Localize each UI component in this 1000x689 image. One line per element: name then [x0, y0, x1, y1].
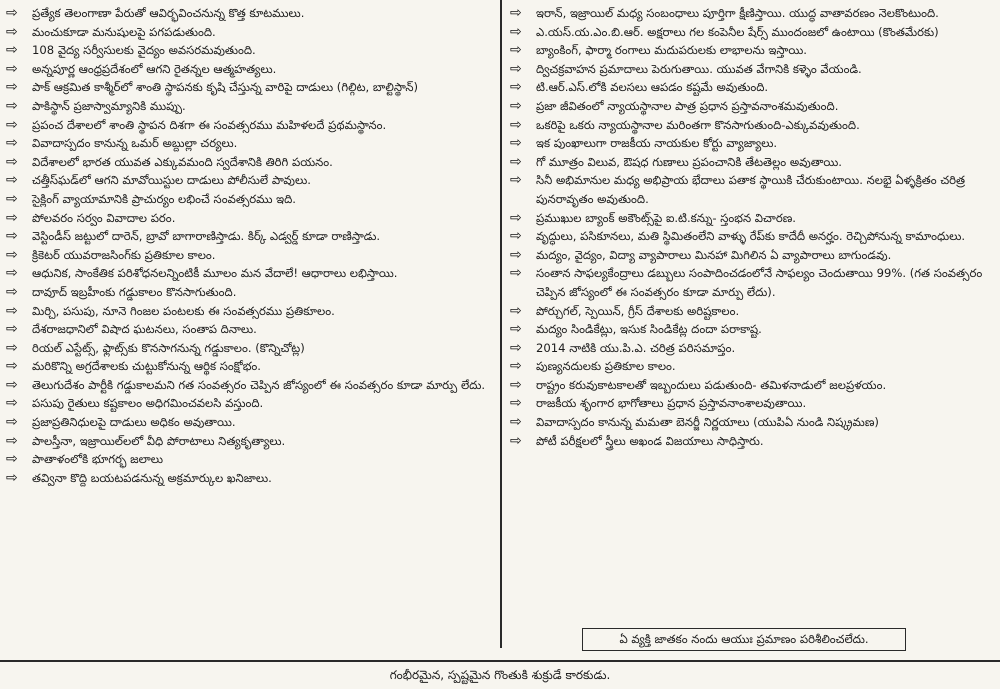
list-item-text: పోర్చుగల్, స్పెయిన్, గ్రీస్ దేశాలకు అరిష్టకాలం. — [536, 303, 740, 318]
list-item-text: బ్యాంకింగ్, ఫార్మా రంగాలు మదుపరులకు లాభాలను ఇస్తాయి. — [536, 43, 807, 58]
list-item — [6, 450, 492, 469]
right-arrow-icon: ⇨ — [510, 97, 522, 114]
list-item-text: మద్యం, వైద్యం, విద్యా వ్యాపారాలు మినహా మిగిలిన ఏ వ్యాపారాలు బాగుండవు. — [536, 247, 892, 262]
right-arrow-icon: ⇨ — [510, 339, 522, 356]
list-item — [6, 209, 492, 228]
column-divider — [500, 0, 502, 648]
right-arrow-icon: ⇨ — [6, 321, 18, 338]
list-item-text: సినీ అభిమానుల మధ్య అభిప్రాయ భేదాలు పతాక స్థాయికి చేరుకుంటాయి. నలభై ఏళ్ళక్రితం చరిత్ర పునరావృతం అవుతుంది. — [536, 173, 966, 206]
right-arrow-icon: ⇨ — [510, 116, 522, 133]
list-item — [6, 302, 492, 321]
bottom-rule — [0, 660, 1000, 662]
right-arrow-icon: ⇨ — [510, 42, 522, 59]
right-arrow-icon: ⇨ — [6, 97, 18, 114]
list-item — [6, 339, 492, 358]
list-item — [510, 153, 994, 172]
right-arrow-icon: ⇨ — [6, 42, 18, 59]
right-arrow-icon: ⇨ — [6, 172, 18, 189]
list-item-text: ఆధునిక, సాంకేతిక పరిశోధనలన్నింటికీ మూలం మన వేదాలే! ఆధారాలు లభిస్తాయి. — [32, 266, 398, 281]
right-arrow-icon: ⇨ — [510, 23, 522, 40]
right-arrow-icon: ⇨ — [510, 246, 522, 263]
list-item-text: చత్తీస్‌ఘడ్‌లో ఆగని మావోయిస్టుల దాడులు పోలీసులే పావులు. — [32, 173, 311, 188]
list-item — [510, 413, 994, 432]
list-item-text: ఇక పుంఖాలుగా రాజకీయ నాయకుల కోర్టు వ్యాజ్యాలు. — [536, 136, 778, 151]
footer-text: గంభీరమైన, స్పష్టమైన గొంతుకి శుక్రుడే కారకుడు. — [389, 668, 611, 682]
list-item-text: తవ్వినా కొద్ది బయటపడనున్న అక్రమార్కుల ఖనిజాలు. — [32, 470, 272, 485]
list-item-text: ప్రత్యేక తెలంగాణా పేరుతో ఆవిర్భవించనున్న కొత్త కూటములు. — [32, 6, 305, 20]
list-item — [510, 78, 994, 97]
list-item — [6, 116, 492, 135]
right-column — [510, 4, 994, 450]
list-item-text: ద్విచక్రవాహన ప్రమాదాలు పెరుగుతాయి. యువత వేగానికి కళ్ళెం వేయండి. — [536, 61, 862, 76]
list-item — [6, 190, 492, 209]
right-arrow-icon: ⇨ — [6, 302, 18, 319]
list-item-text: వెస్టిండీస్ జట్టులో దారెన్, బ్రావో బాగారాణిస్తాడు. కిర్క్ ఎడ్వర్డ్ కూడా రాణిస్తాడు. — [32, 229, 381, 244]
right-arrow-icon: ⇨ — [6, 395, 18, 412]
list-item-text: గో మూత్రం విలువ, ఔషధ గుణాలు ప్రపంచానికి తేటతెల్లం అవుతాయి. — [536, 154, 842, 169]
list-item — [510, 376, 994, 395]
right-arrow-icon: ⇨ — [510, 79, 522, 96]
right-arrow-icon: ⇨ — [510, 302, 522, 319]
right-arrow-icon: ⇨ — [6, 135, 18, 152]
list-item-text: దావూద్ ఇబ్రహీంకు గడ్డుకాలం కొనసాగుతుంది. — [32, 284, 237, 299]
right-arrow-icon: ⇨ — [510, 265, 522, 282]
list-item-text: అన్నపూర్ణ ఆంధ్రప్రదేశంలో ఆగని రైతన్నల ఆత్మహత్యలు. — [32, 61, 277, 76]
list-item — [6, 4, 492, 23]
list-item — [6, 413, 492, 432]
list-item — [510, 41, 994, 60]
list-item — [6, 264, 492, 283]
list-item-text: రాష్ట్రం కరువుకాటకాలతో ఇబ్బందులు పడుతుంది- తమిళనాడులో జలప్రళయం. — [536, 377, 887, 392]
right-arrow-icon: ⇨ — [510, 209, 522, 226]
list-item — [510, 339, 994, 358]
list-item — [6, 320, 492, 339]
list-item-text: వివాదాస్పదం కానున్న మమతా బెనర్జీ నిర్ణయాలు (యుపిఏ నుండి నిష్క్రమణ) — [536, 415, 879, 430]
list-item — [510, 134, 994, 153]
list-item — [510, 246, 994, 265]
list-item-text: ఎ.యస్.య.ఎం.బి.ఆర్. అక్షరాలు గల కంపెనీల షేర్స్ ముందంజలో ఉంటాయి (కొంతమేరకు) — [536, 24, 939, 39]
right-arrow-icon: ⇨ — [6, 432, 18, 449]
list-item-text: ప్రజా జీవితంలో న్యాయస్థానాల పాత్ర ప్రధాన ప్రస్తావనాంశమవుతుంది. — [536, 98, 839, 113]
list-item-text: విదేశాలలో భారత యువత ఎక్కువమంది స్వదేశానికి తిరిగి పయనం. — [32, 154, 333, 169]
list-item-text: తెలుగుదేశం పార్టీకి గడ్డుకాలమని గత సంవత్సరం చెప్పిన జోస్యంలో ఈ సంవత్సరం కూడా మార్పు లేదు. — [32, 377, 486, 392]
list-item-text: 108 వైద్య సర్వీసులకు వైద్యం అవసరమవుతుంది. — [32, 43, 256, 58]
right-arrow-icon: ⇨ — [6, 190, 18, 207]
list-item — [6, 227, 492, 246]
right-arrow-icon: ⇨ — [6, 414, 18, 431]
list-item — [6, 394, 492, 413]
list-item-text: టి.ఆర్.ఎస్.లోకి వలసలు ఆపడం కష్టమే అవుతుంది. — [536, 80, 769, 95]
list-item — [6, 357, 492, 376]
right-arrow-icon: ⇨ — [6, 116, 18, 133]
right-arrow-icon: ⇨ — [6, 209, 18, 226]
right-arrow-icon: ⇨ — [6, 358, 18, 375]
list-item — [6, 469, 492, 488]
right-arrow-icon: ⇨ — [6, 265, 18, 282]
list-item-text: పోటీ పరీక్షలలో స్త్రీలు అఖండ విజయాలు సాధిస్తారు. — [536, 433, 764, 448]
right-arrow-icon: ⇨ — [510, 321, 522, 338]
right-arrow-icon: ⇨ — [510, 172, 522, 189]
right-arrow-icon: ⇨ — [510, 228, 522, 245]
list-item-text: మద్యం సిండికేట్లు, ఇసుక సిండికేట్ల దందా పరాకాష్ట. — [536, 322, 762, 337]
list-item — [6, 153, 492, 172]
right-arrow-icon: ⇨ — [6, 283, 18, 300]
right-arrow-icon: ⇨ — [510, 432, 522, 449]
list-item — [6, 432, 492, 451]
right-arrow-icon: ⇨ — [510, 395, 522, 412]
list-item-text: 2014 నాటికి యు.పి.ఎ. చరిత్ర పరిసమాప్తం. — [536, 340, 736, 355]
list-item-text: రాజకీయ శృంగార భాగోతాలు ప్రధాన ప్రస్తావనాంశాలవుతాయి. — [536, 396, 807, 411]
list-item — [510, 302, 994, 321]
right-arrow-icon: ⇨ — [6, 5, 18, 21]
note-box: ఏ వ్యక్తి జాతకం నందు ఆయుః ప్రమాణం పరిశీలించలేదు. — [582, 628, 906, 651]
list-item-text: దేశరాజధానిలో విషాద ఘటనలు, సంతాప దినాలు. — [32, 322, 257, 337]
list-item — [510, 432, 994, 451]
right-arrow-icon: ⇨ — [510, 414, 522, 431]
list-item-text: సంతాన సాఫల్యకేంద్రాలు డబ్బులు సంపాదించడంలోనే సాఫల్యం చెందుతాయి 99%. (గత సంవత్సరం చెప్పిన జోస్యంలో ఈ సంవత్సరం కూడా మార్పు లేదు). — [536, 266, 983, 299]
right-arrow-icon: ⇨ — [6, 339, 18, 356]
list-item — [510, 116, 994, 135]
right-arrow-icon: ⇨ — [510, 153, 522, 170]
left-column — [6, 4, 492, 487]
right-arrow-icon: ⇨ — [6, 246, 18, 263]
right-arrow-icon: ⇨ — [6, 376, 18, 393]
list-item-text: పాక్ ఆక్రమిత కాశ్మీర్‌లో శాంతి స్థాపనకు కృషి చేస్తున్న వారిపై దాడులు (గిల్గిట, బాల్టిస్థాన్) — [32, 80, 419, 95]
list-item-text: పాలస్తీనా, ఇజ్రాయిల్‌లలో వీధి పోరాటాలు నిత్యకృత్యాలు. — [32, 433, 286, 448]
list-item — [6, 283, 492, 302]
list-item — [510, 227, 994, 246]
right-arrow-icon: ⇨ — [510, 135, 522, 152]
right-arrow-icon: ⇨ — [510, 60, 522, 77]
right-arrow-icon: ⇨ — [6, 153, 18, 170]
list-item — [6, 60, 492, 79]
right-arrow-icon: ⇨ — [510, 358, 522, 375]
list-item-text: పసుపు రైతులు కష్టకాలం అధిగమించవలసి వస్తుంది. — [32, 396, 264, 411]
list-item-text: పోలవరం సర్వం వివాదాల పరం. — [32, 210, 176, 225]
list-item — [510, 23, 994, 42]
right-arrow-icon: ⇨ — [6, 451, 18, 468]
list-item-text: మరికొన్ని అగ్రదేశాలకు చుట్టుకోనున్న ఆర్థిక సంక్షోభం. — [32, 359, 261, 374]
list-item-text: వివాదాస్పదం కానున్న ఒమర్ అబ్దుల్లా చర్యలు. — [32, 136, 238, 151]
list-item-text: క్రికెటర్ యువరాజసింగ్‌కు ప్రతికూల కాలం. — [32, 247, 216, 262]
list-item — [6, 23, 492, 42]
list-item-text: రియల్ ఎస్టేట్స్, ఫ్లాట్స్‌కు కొనసాగనున్న గడ్డుకాలం. (కొన్నిచోట్ల) — [32, 340, 305, 355]
list-item-text: పాకిస్థాన్ ప్రజాస్వామ్యానికి ముప్పు. — [32, 98, 186, 113]
list-item — [510, 357, 994, 376]
list-item — [510, 264, 994, 301]
list-item-text: ఇరాన్, ఇజ్రాయిల్ మధ్య సంబంధాలు పూర్తిగా క్షీణిస్తాయి. యుద్ధ వాతావరణం నెలకొంటుంది. — [536, 6, 939, 20]
right-arrow-icon: ⇨ — [510, 5, 522, 21]
list-item-text: పాతాళంలోకి భూగర్భ జలాలు — [32, 452, 164, 467]
list-item-text: పుణ్యనదులకు ప్రతికూల కాలం. — [536, 359, 676, 374]
list-item — [510, 320, 994, 339]
list-item-text: సైక్లింగ్ వ్యాయామానికి ప్రాచుర్యం లభించే సంవత్సరము ఇది. — [32, 191, 296, 206]
list-item — [6, 376, 492, 395]
list-item — [510, 209, 994, 228]
list-item — [6, 97, 492, 116]
right-arrow-icon: ⇨ — [6, 23, 18, 40]
list-item — [6, 246, 492, 265]
list-item — [6, 78, 492, 97]
list-item — [510, 60, 994, 79]
list-item — [6, 171, 492, 190]
list-item — [510, 97, 994, 116]
right-arrow-icon: ⇨ — [6, 228, 18, 245]
list-item-text: మిర్చి, పసుపు, నూనె గింజల పంటలకు ఈ సంవత్సరము ప్రతికూలం. — [32, 303, 335, 318]
right-arrow-icon: ⇨ — [510, 376, 522, 393]
right-arrow-icon: ⇨ — [6, 60, 18, 77]
list-item-text: ప్రపంచ దేశాలలో శాంతి స్థాపన దిశగా ఈ సంవత్సరము మహిళలదే ప్రథమస్థానం. — [32, 117, 387, 132]
list-item-text: వృద్ధులు, పసికూనలు, మతి స్థిమితంలేని వాళ్ళు రేప్‌కు కాదేదీ అనర్హం. రెచ్చిపోనున్న కామాంధులు. — [536, 229, 966, 244]
right-arrow-icon: ⇨ — [6, 79, 18, 96]
list-item-text: మంచుకూడా మనుషులపై పగపడుతుంది. — [32, 24, 216, 39]
list-item — [510, 171, 994, 208]
list-item-text: ప్రముఖుల బ్యాంక్ అకౌంట్స్‌పై ఐ.టి.కన్ను- స్తంభన విచారణ. — [536, 210, 796, 225]
list-item — [6, 134, 492, 153]
right-arrow-icon: ⇨ — [6, 469, 18, 486]
list-item-text: ప్రజాప్రతినిధులపై దాడులు అధికం అవుతాయి. — [32, 415, 236, 430]
list-item — [6, 41, 492, 60]
list-item-text: ఒకరిపై ఒకరు న్యాయస్థానాల మరింతగా కొనసాగుతుంది-ఎక్కువవుతుంది. — [536, 117, 860, 132]
list-item — [510, 394, 994, 413]
list-item — [510, 4, 994, 23]
